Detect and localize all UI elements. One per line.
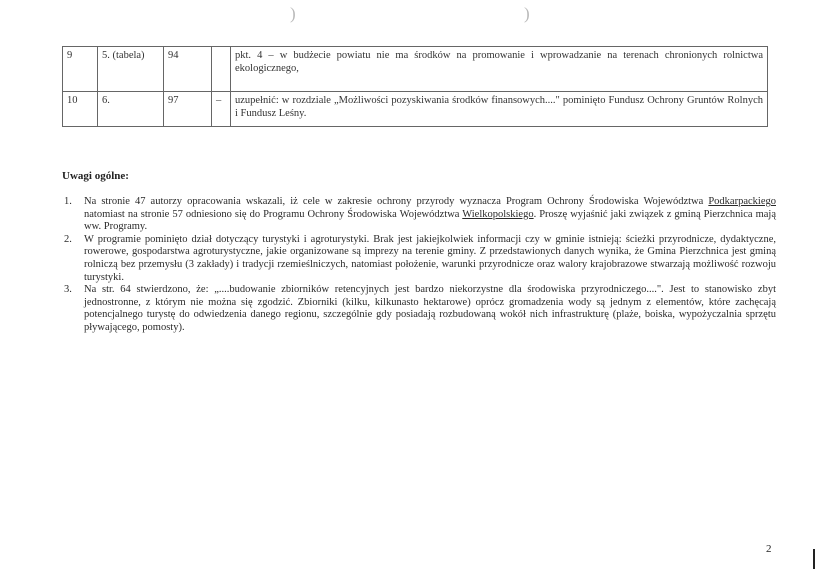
page-cell: 94 (164, 47, 212, 92)
dash-cell (212, 47, 231, 92)
punch-hole-mark-right: ) (524, 4, 530, 23)
general-remarks-heading: Uwagi ogólne: (62, 170, 129, 182)
page-cell: 97 (164, 92, 212, 127)
remark-text-part: . Proszę wyjaśnić jaki związek z gminą Pierzchnica mają ww. Programy. (84, 208, 776, 233)
table-row (63, 47, 768, 92)
list-item (62, 234, 776, 284)
list-item-text: Na str. 64 stwierdzono, że: „....budowanie zbiorników retencyjnych jest bardzo niekorzystne dla środowiska przyrodniczego....". Jest to stanowisko zbyt jednostronne, z którym nie można się zgodzić. Zbiorniki (kilku, kilkunasto hektarowe) oprócz gromadzenia wody są jednym z elementów, które zachęcają potencjalnego turystę do odwiedzenia danego regionu, szczególnie gdy posiadają rozbudowaną wokół nich infrastrukturę (plaże, boiska, wypożyczalnia sprzętu pływającego, pomosty). (84, 284, 776, 333)
general-remarks-list (62, 196, 776, 335)
table-row (63, 92, 768, 127)
list-item-number: 1. (64, 196, 72, 207)
list-item-number: 2. (64, 233, 72, 245)
list-item-number: 3. (64, 284, 72, 296)
remark-text-part: natomiast na stronie 57 odniesiono się do Programu Ochrony Środowiska Województwa (84, 208, 463, 220)
list-item (62, 284, 776, 334)
underlined-region-name: Podkarpackiego (708, 196, 776, 207)
row-number-cell: 9 (63, 47, 98, 92)
underlined-region-name: Wielkopolskiego (462, 208, 534, 220)
review-table (62, 46, 768, 127)
chapter-cell: 5. (tabela) (98, 47, 164, 92)
row-number-cell: 10 (63, 92, 98, 127)
list-item (62, 196, 776, 234)
punch-hole-mark-left: ) (290, 4, 296, 23)
dash-cell: – (212, 92, 231, 127)
remark-text-part: Na stronie 47 autorzy opracowania wskazali, iż cele w zakresie ochrony przyrody wyznacza Program Ochrony Środowiska Województwa (84, 196, 709, 207)
list-item-text (84, 196, 776, 234)
page-number: 2 (766, 543, 772, 555)
scan-edge-mark (813, 549, 815, 569)
comment-cell: pkt. 4 – w budżecie powiatu nie ma środków na promowanie i wprowadzanie na terenach chronionych rolnictwa ekologicznego, (231, 47, 768, 92)
chapter-cell: 6. (98, 92, 164, 127)
comment-cell: uzupełnić: w rozdziale „Możliwości pozyskiwania środków finansowych...." pominięto Fundusz Ochrony Gruntów Rolnych i Fundusz Leśny. (231, 92, 768, 127)
list-item-text: W programie pominięto dział dotyczący turystyki i agroturystyki. Brak jest jakiejkolwiek informacji czy w gminie istnieją: ścieżki przyrodnicze, dydaktyczne, rowerowe, gospodarstwa agroturystyczne, jakie organizowane są imprezy na terenie gminy. Z przedstawionych danych wynika, że Gmina Pierzchnica jest gminą rolniczą bez przemysłu (3 zakłady) i tradycji rzemieślniczych, natomiast położenie, warunki przyrodnicze oraz walory krajobrazowe stwarzają możliwość rozwoju turystyki. (84, 233, 776, 283)
